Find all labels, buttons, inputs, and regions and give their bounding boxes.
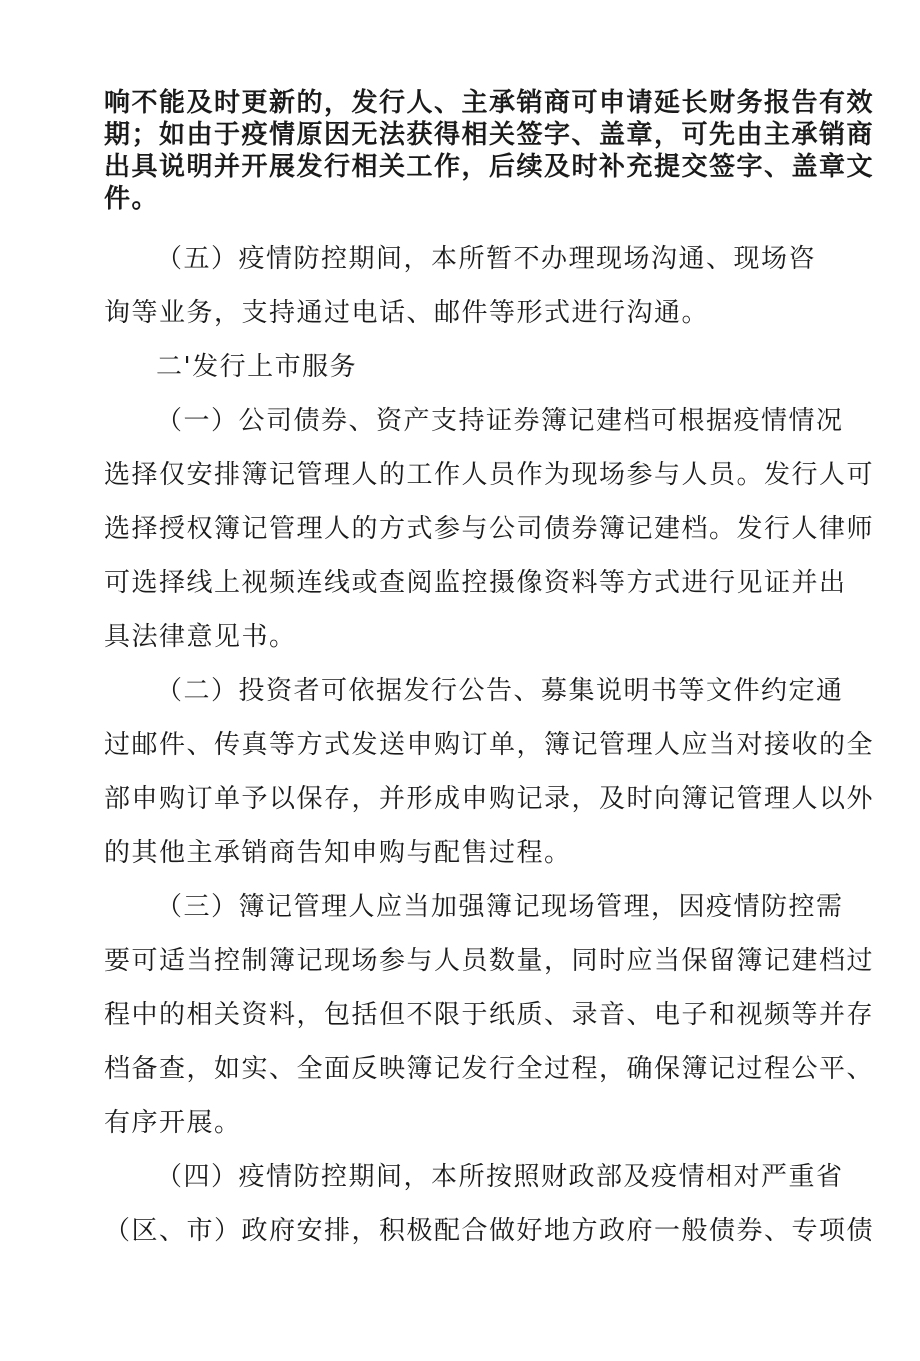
text-line: 选择授权簿记管理人的方式参与公司债券簿记建档。发行人律师 [104, 514, 875, 544]
text-line: 过邮件、传真等方式发送申购订单，簿记管理人应当对接收的全 [104, 730, 875, 760]
text-line: 询等业务，支持通过电话、邮件等形式进行沟通。 [104, 298, 710, 328]
text-line: 期；如由于疫情原因无法获得相关签字、盖章，可先由主承销商 [104, 120, 875, 150]
text-line: （五）疫情防控期间，本所暂不办理现场沟通、现场咨 [156, 244, 817, 274]
text-line: 的其他主承销商告知申购与配售过程。 [104, 838, 572, 868]
text-line: 选择仅安排簿记管理人的工作人员作为现场参与人员。发行人可 [104, 460, 875, 490]
text-line: 档备查，如实、全面反映簿记发行全过程，确保簿记过程公平、 [104, 1054, 875, 1084]
text-line: 有序开展。 [104, 1108, 242, 1138]
text-line: （四）疫情防控期间，本所按照财政部及疫情相对严重省 [156, 1162, 844, 1192]
text-line: 件。 [104, 184, 160, 214]
text-line: 可选择线上视频连线或查阅监控摄像资料等方式进行见证并出 [104, 568, 847, 598]
text-line: 响不能及时更新的，发行人、主承销商可申请延长财务报告有效 [104, 88, 875, 118]
section-heading: 二'发行上市服务 [156, 352, 358, 382]
text-line: 部申购订单予以保存，并形成申购记录，及时向簿记管理人以外 [104, 784, 875, 814]
text-line: （三）簿记管理人应当加强簿记现场管理，因疫情防控需 [156, 892, 844, 922]
text-line: 具法律意见书。 [104, 622, 297, 652]
text-line: 出具说明并开展发行相关工作，后续及时补充提交签字、盖章文 [104, 152, 875, 182]
text-line: 程中的相关资料，包括但不限于纸质、录音、电子和视频等并存 [104, 1000, 875, 1030]
text-line: 要可适当控制簿记现场参与人员数量，同时应当保留簿记建档过 [104, 946, 875, 976]
text-line: （区、市）政府安排，积极配合做好地方政府一般债券、专项债 [104, 1216, 875, 1246]
text-line: （二）投资者可依据发行公告、募集说明书等文件约定通 [156, 676, 844, 706]
text-line: （一）公司债券、资产支持证券簿记建档可根据疫情情况 [156, 406, 844, 436]
